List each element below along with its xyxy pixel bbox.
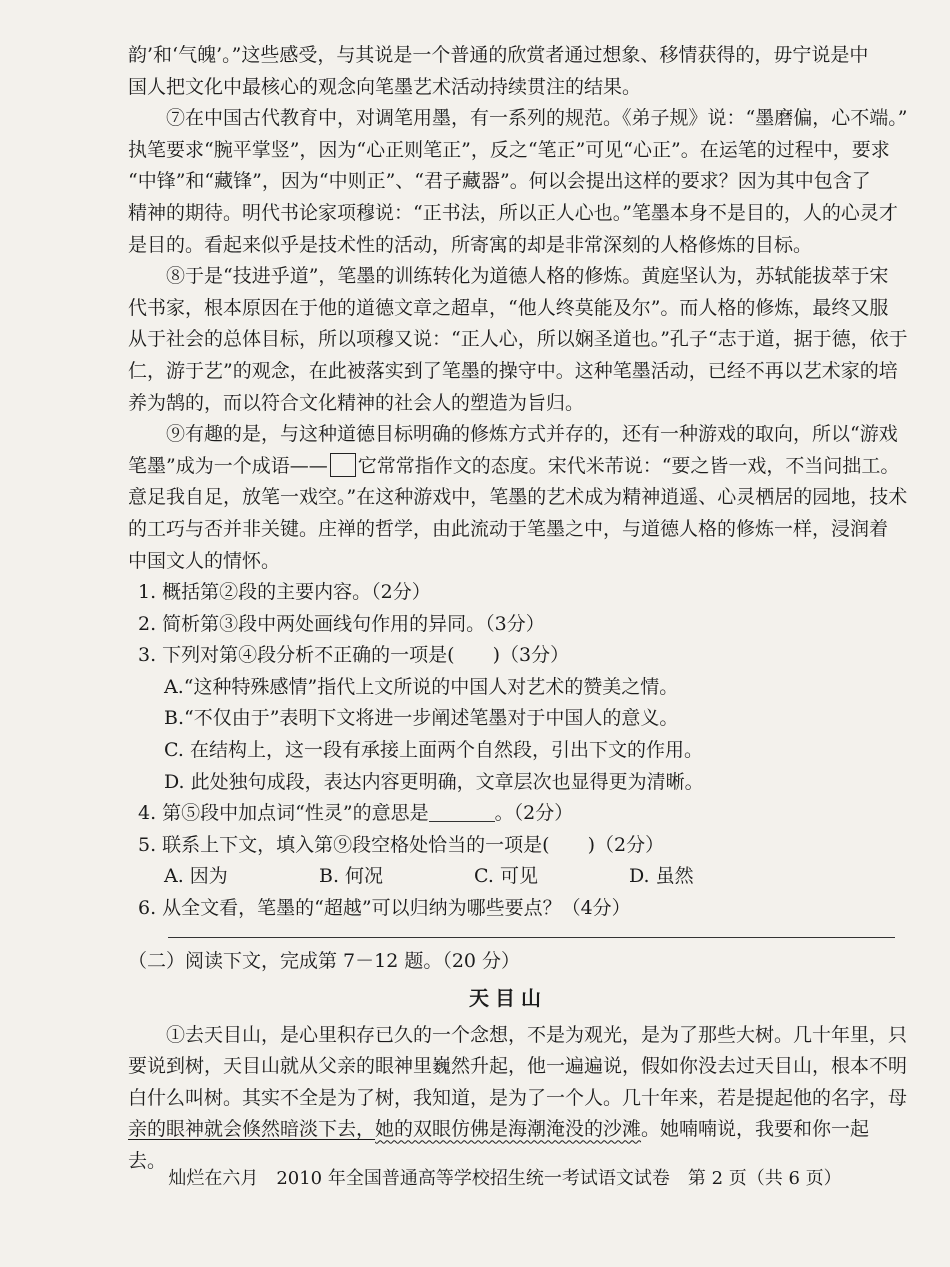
text-fragment: 笔墨”成为一个成语—— — [128, 454, 328, 477]
question-4 — [128, 798, 888, 830]
question-3: 3. 下列对第④段分析不正确的一项是( )（3分） — [138, 644, 570, 667]
paragraph-7-line: “中锋”和“藏锋”，因为“中则正”、“君子藏器”。何以会提出这样的要求？因为其中包含了 — [128, 170, 871, 193]
wavy-underlined-text: 她的双眼仿佛是海潮淹没的沙滩 — [375, 1118, 642, 1141]
text-line: 韵’和‘气魄’。”这些感受，与其说是一个普通的欣赏者通过想象、移情获得的，毋宁说是中 — [128, 44, 869, 66]
question-3-option-a: A.“这种特殊感情”指代上文所说的中国人对艺术的赞美之情。 — [164, 675, 679, 698]
paragraph-9-line — [128, 451, 900, 483]
paragraph-8-line: 代书家，根本原因在于他的道德文章之超卓，“他人终莫能及尔”。而人格的修炼，最终又服 — [128, 296, 889, 319]
answer-fill-blank[interactable] — [429, 803, 495, 822]
article-paragraph-line: ①去天目山，是心里积存已久的一个念想，不是为观光，是为了那些大树。几十年里，只 — [166, 1023, 908, 1046]
article-paragraph-line: 白什么叫树。其实不全是为了树，我知道，是为了一个人。几十年来，若是提起他的名字，母 — [128, 1086, 908, 1109]
question-5-options — [128, 861, 888, 893]
answer-blank-box[interactable] — [330, 453, 356, 477]
underlined-text: 亲的眼神就会倏然暗淡下去， — [128, 1118, 376, 1141]
section-2-heading: （二）阅读下文，完成第 7－12 题。（20 分） — [128, 949, 521, 972]
text-fragment: 。她喃喃说，我要和你一起 — [641, 1118, 870, 1141]
paragraph-9-line: ⑨有趣的是，与这种道德目标明确的修炼方式并存的，还有一种游戏的取向，所以“游戏 — [166, 423, 898, 446]
question-4-stem: 4. 第⑤段中加点词“性灵”的意思是 — [138, 802, 429, 825]
paragraph-8-line: ⑧于是“技进乎道”，笔墨的训练转化为道德人格的修炼。黄庭坚认为，苏轼能拔萃于宋 — [166, 265, 889, 288]
question-3-option-d: D. 此处独句成段，表达内容更明确，文章层次也显得更为清晰。 — [164, 770, 704, 793]
paragraph-7-line: 是目的。看起来似乎是技术性的活动，所寄寓的却是非常深刻的人格修炼的目标。 — [128, 233, 813, 256]
question-5: 5. 联系上下文，填入第⑨段空格处恰当的一项是( )（2分） — [138, 833, 665, 856]
page-footer: 灿烂在六月 2010 年全国普通高等学校招生统一考试语文试卷 第 2 页（共 6 页） — [168, 1168, 842, 1189]
article-paragraph-line: 要说到树，天目山就从父亲的眼神里巍然升起，他一遍遍说，假如你没去过天目山，根本不明 — [128, 1055, 908, 1078]
paragraph-9-line: 的工巧与否并非关键。庄禅的哲学，由此流动于笔墨之中，与道德人格的修炼一样，浸润着 — [128, 517, 889, 540]
paragraph-9-line: 意足我自足，放笔一戏空。”在这种游戏中，笔墨的艺术成为精神逍遥、心灵栖居的园地，技术 — [128, 486, 908, 509]
section-divider — [168, 937, 895, 938]
paragraph-9-line: 中国文人的情怀。 — [128, 549, 281, 572]
article-paragraph-line — [128, 1114, 888, 1146]
question-3-option-b: B.“不仅由于”表明下文将进一步阐述笔墨对于中国人的意义。 — [164, 707, 679, 730]
question-3-option-c: C. 在结构上，这一段有承接上面两个自然段，引出下文的作用。 — [164, 739, 703, 762]
text-line: 国人把文化中最核心的观念向笔墨艺术活动持续贯注的结果。 — [128, 75, 642, 98]
question-5-option-b: B. 何况 — [319, 865, 384, 888]
question-5-option-c: C. 可见 — [474, 865, 538, 888]
question-2: 2. 简析第③段中两处画线句作用的异同。（3分） — [138, 612, 545, 635]
paragraph-7-line: 执笔要求“腕平掌竖”，因为“心正则笔正”，反之“笔正”可见“心正”。在运笔的过程中，要求 — [128, 138, 890, 161]
question-5-option-a: A. 因为 — [164, 865, 228, 888]
paragraph-8-line: 从于社会的总体目标，所以项穆又说：“正人心，所以娴圣道也。”孔子“志于道，据于德，依于 — [128, 328, 908, 351]
paragraph-8-line: 仁，游于艺”的观念，在此被落实到了笔墨的操守中。这种笔墨活动，已经不再以艺术家的培 — [128, 359, 898, 382]
paragraph-7-line: ⑦在中国古代教育中，对调笔用墨，有一系列的规范。《弟子规》说：“墨磨偏，心不端。” — [166, 107, 908, 130]
question-4-points: 。（2分） — [494, 802, 574, 825]
text-fragment: 它常常指作文的态度。宋代米芾说：“要之皆一戏，不当问拙工。 — [357, 454, 900, 477]
article-paragraph-line: 去。 — [128, 1150, 167, 1172]
paragraph-8-line: 养为鹄的，而以符合文化精神的社会人的塑造为旨归。 — [128, 391, 585, 414]
question-6: 6. 从全文看，笔墨的“超越”可以归纳为哪些要点？（4分） — [138, 897, 631, 920]
paragraph-7-line: 精神的期待。明代书论家项穆说：“正书法，所以正人心也。”笔墨本身不是目的，人的心灵才 — [128, 201, 898, 224]
question-1: 1. 概括第②段的主要内容。（2分） — [138, 581, 431, 604]
article-title: 天目山 — [469, 985, 547, 1010]
question-5-option-d: D. 虽然 — [629, 865, 694, 888]
